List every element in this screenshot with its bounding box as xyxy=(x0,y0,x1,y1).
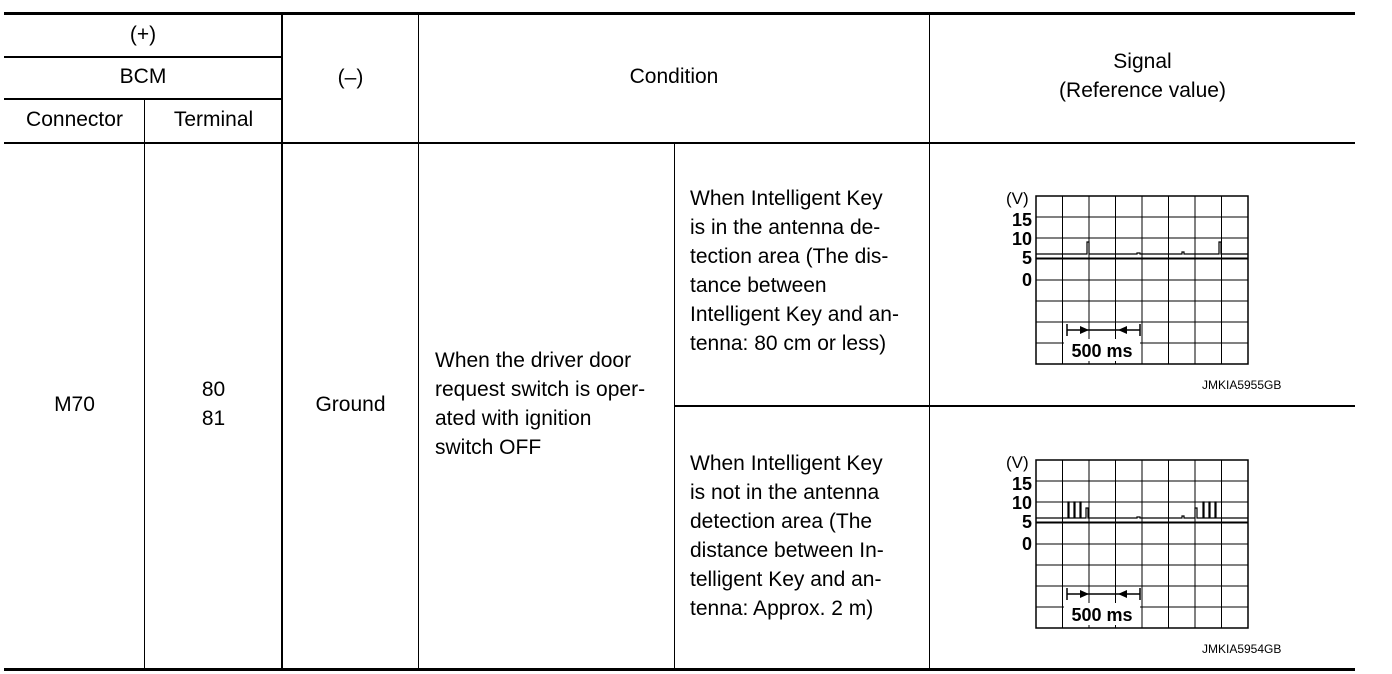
row-terminal-2: 81 xyxy=(201,407,226,430)
graph-1-time-scale: 500 ms xyxy=(1071,341,1133,361)
graph-2-tick-5: 5 xyxy=(1021,512,1032,532)
row-terminal-1: 80 xyxy=(201,378,226,401)
graph-2-tick-10: 10 xyxy=(1011,493,1032,513)
graph-2-time-scale: 500 ms xyxy=(1071,605,1133,625)
header-minus: (–) xyxy=(337,66,364,89)
row-minus: Ground xyxy=(315,393,386,416)
header-plus-divider xyxy=(4,56,282,58)
graph-1-grid xyxy=(1036,196,1248,364)
subcondition-1-text: When Intelligent Key is in the antenna de- tection area (The dis- tance between Intelligent Key and an- tenna: 80 cm or less) xyxy=(690,187,899,355)
graph-1-tick-5: 5 xyxy=(1021,248,1032,268)
signal-graph-2 xyxy=(990,446,1260,636)
graph-1-tick-15: 15 xyxy=(1011,210,1032,230)
header-bcm: BCM xyxy=(119,65,167,88)
table-top-border xyxy=(4,12,1355,15)
condition-signal-divider xyxy=(929,13,930,670)
figure-code-2: JMKIA5954GB xyxy=(1202,642,1282,656)
header-signal-line1: Signal xyxy=(1113,50,1172,73)
header-connector: Connector xyxy=(26,108,123,131)
header-signal xyxy=(930,47,1355,105)
subcondition-divider xyxy=(674,405,1355,407)
graph-1-tick-0: 0 xyxy=(1021,270,1032,290)
header-terminal: Terminal xyxy=(173,108,254,131)
table-bottom-border xyxy=(4,668,1355,671)
graph-1-unit: (V) xyxy=(1006,189,1029,208)
signal-graph-1 xyxy=(990,182,1260,372)
graph-2-time-marker xyxy=(1067,588,1140,600)
graph-1-tick-10: 10 xyxy=(1011,229,1032,249)
graph-2-tick-0: 0 xyxy=(1021,534,1032,554)
header-bcm-divider xyxy=(4,98,282,100)
graph-2-unit: (V) xyxy=(1006,453,1029,472)
graph-2-tick-15: 15 xyxy=(1011,474,1032,494)
row-condition-main: When the driver door request switch is oper- ated with ignition switch OFF xyxy=(435,349,646,459)
header-signal-line2: (Reference value) xyxy=(1059,79,1226,102)
minus-condition-divider xyxy=(418,13,419,670)
header-plus: (+) xyxy=(129,23,157,46)
row-terminals xyxy=(145,375,282,433)
graph-2-grid xyxy=(1036,460,1248,628)
condition-sub-divider xyxy=(674,143,675,670)
row-connector: M70 xyxy=(54,393,95,416)
subcondition-2-text: When Intelligent Key is not in the antenna detection area (The distance between In- telligent Key and an- tenna: Approx. 2 m) xyxy=(690,452,884,620)
figure-code-1: JMKIA5955GB xyxy=(1202,378,1282,392)
header-bottom-border xyxy=(4,142,1355,144)
header-condition: Condition xyxy=(629,65,719,88)
graph-1-time-marker xyxy=(1067,324,1140,336)
